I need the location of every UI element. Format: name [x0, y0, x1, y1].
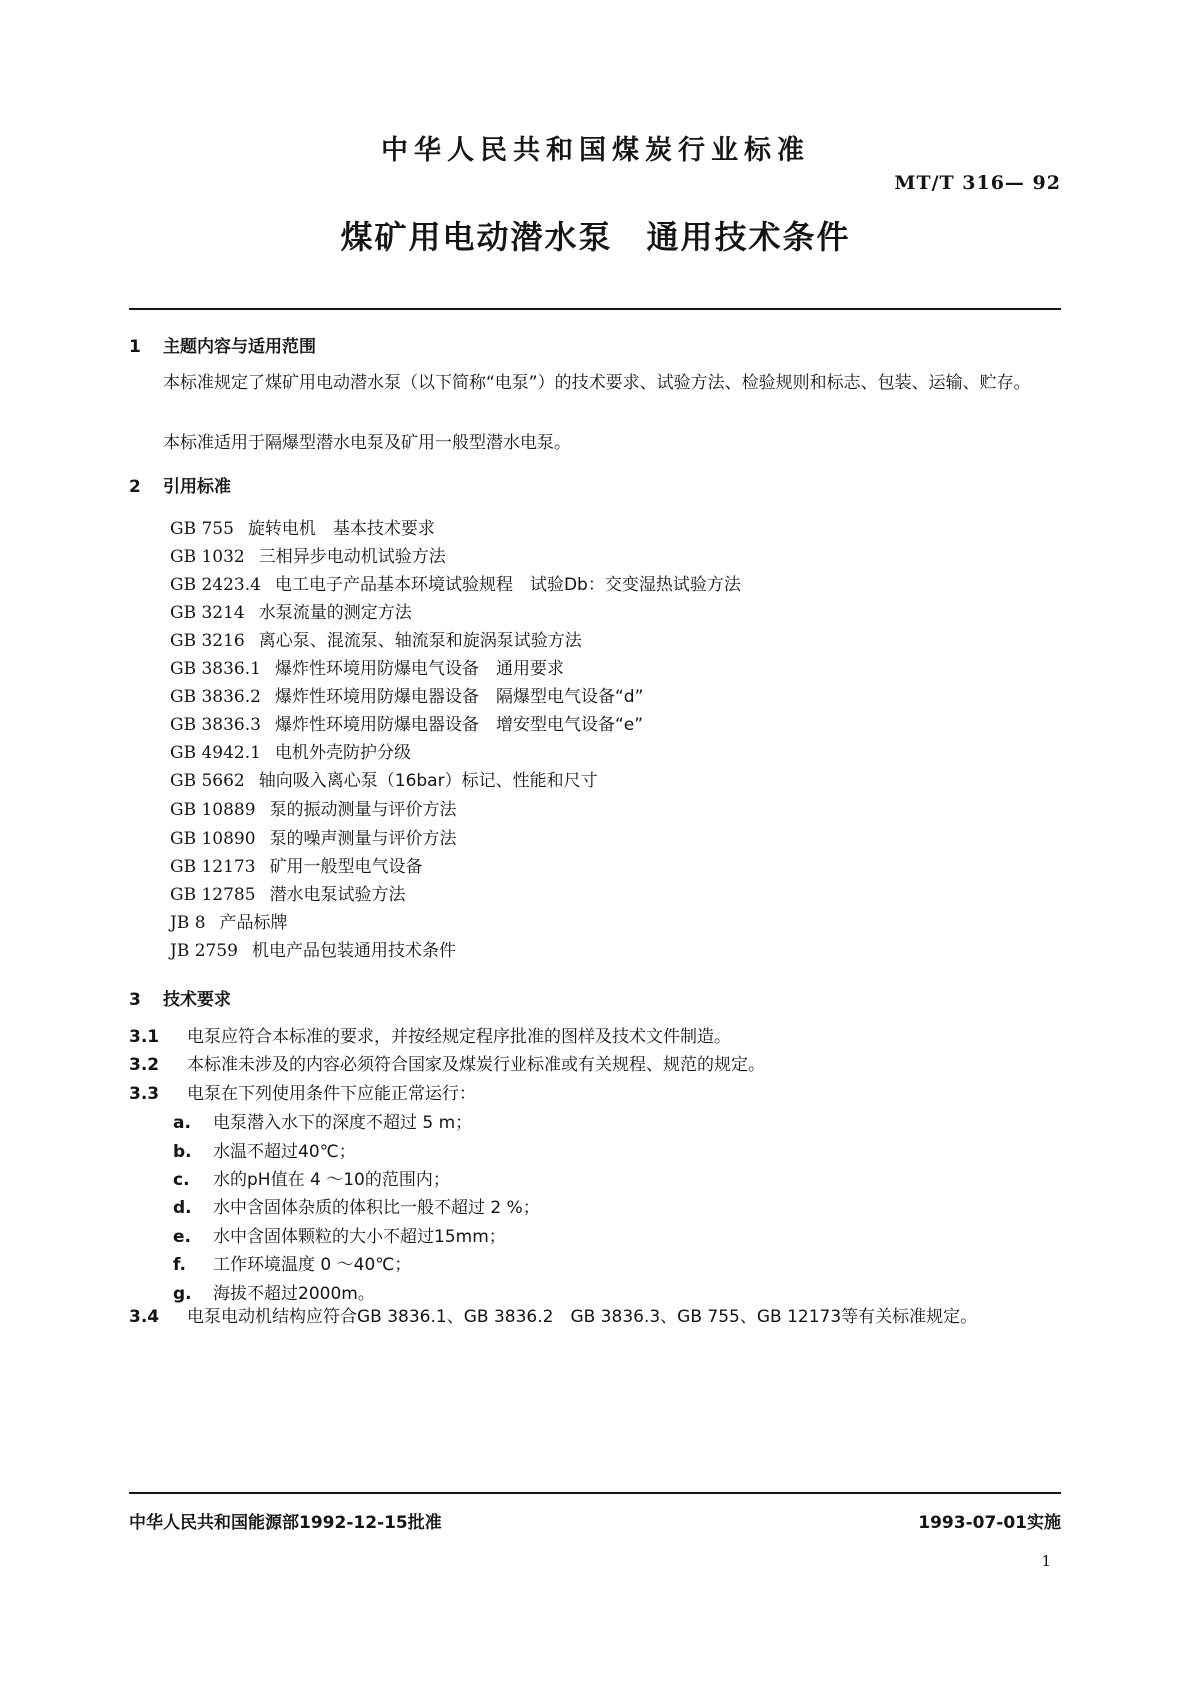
reference-title: 潜水电泵试验方法 [269, 885, 406, 905]
section-number: 2 [129, 477, 141, 497]
reference-item [170, 598, 412, 623]
reference-item [170, 795, 457, 820]
condition-letter: f. [173, 1255, 186, 1275]
reference-title: 三相异步电动机试验方法 [258, 547, 446, 567]
reference-title: 爆炸性环境用防爆电器设备 隔爆型电气设备“d” [274, 687, 644, 707]
reference-item [170, 880, 406, 905]
condition-item [173, 1250, 411, 1275]
clause-3-1 [129, 1022, 731, 1047]
standard-organization: 中华人民共和国煤炭行业标准 [381, 135, 810, 166]
reference-item [170, 738, 411, 763]
reference-code: GB 1032 [170, 547, 245, 567]
condition-text: 海拔不超过2000m。 [213, 1284, 375, 1304]
condition-item [173, 1165, 450, 1190]
clause-number: 3.3 [129, 1084, 160, 1104]
reference-item [170, 542, 446, 567]
condition-text: 水温不超过40℃； [213, 1142, 356, 1162]
footer-divider [129, 1492, 1061, 1494]
reference-item [170, 908, 288, 933]
section-number: 1 [129, 337, 141, 357]
condition-text: 水的pH值在 4 ～10的范围内； [213, 1170, 450, 1190]
reference-code: JB 8 [170, 913, 206, 933]
reference-title: 离心泵、混流泵、轴流泵和旋涡泵试验方法 [258, 631, 582, 651]
clause-3-3 [129, 1079, 476, 1104]
clause-text: 本标准未涉及的内容必须符合国家及煤炭行业标准或有关规程、规范的规定。 [187, 1055, 765, 1075]
clause-number: 3.1 [129, 1027, 160, 1047]
reference-title: 水泵流量的测定方法 [258, 603, 412, 623]
condition-item [173, 1137, 356, 1162]
condition-letter: g. [173, 1284, 192, 1304]
section-title: 引用标准 [163, 477, 231, 497]
section-3-heading [129, 985, 231, 1010]
section-title: 主题内容与适用范围 [163, 337, 316, 357]
reference-title: 机电产品包装通用技术条件 [251, 941, 456, 961]
reference-code: GB 10890 [170, 829, 256, 849]
approval-statement: 中华人民共和国能源部1992-12-15批准 [129, 1513, 442, 1533]
section-number: 3 [129, 990, 141, 1010]
reference-code: GB 12785 [170, 885, 256, 905]
reference-title: 轴向吸入离心泵（16bar）标记、性能和尺寸 [258, 771, 598, 791]
clause-text: 电泵在下列使用条件下应能正常运行： [187, 1084, 476, 1104]
reference-title: 爆炸性环境用防爆电气设备 通用要求 [274, 659, 564, 679]
reference-item [170, 514, 435, 539]
clause-number: 3.4 [129, 1307, 160, 1327]
document-title: 煤矿用电动潜水泵 通用技术条件 [340, 218, 851, 256]
condition-text: 水中含固体颗粒的大小不超过15mm； [213, 1227, 506, 1247]
clause-text: 电泵应符合本标准的要求，并按经规定程序批准的图样及技术文件制造。 [187, 1027, 731, 1047]
reference-item [170, 824, 457, 849]
condition-text: 工作环境温度 0 ～40℃； [213, 1255, 412, 1275]
reference-title: 矿用一般型电气设备 [269, 857, 423, 877]
reference-title: 爆炸性环境用防爆电器设备 增安型电气设备“e” [274, 715, 644, 735]
reference-item [170, 570, 741, 595]
condition-letter: e. [173, 1227, 191, 1247]
reference-title: 电机外壳防护分级 [274, 743, 411, 763]
reference-item [170, 710, 643, 735]
reference-code: JB 2759 [170, 941, 238, 961]
page-number: 1 [1041, 1552, 1051, 1570]
reference-code: GB 3214 [170, 603, 245, 623]
section-title: 技术要求 [163, 990, 231, 1010]
reference-item [170, 682, 643, 707]
reference-code: GB 3216 [170, 631, 245, 651]
condition-item [173, 1108, 472, 1133]
reference-title: 泵的噪声测量与评价方法 [269, 829, 457, 849]
reference-code: GB 755 [170, 519, 234, 539]
reference-code: GB 3836.2 [170, 687, 261, 707]
effective-date: 1993-07-01实施 [918, 1513, 1061, 1533]
reference-item [170, 936, 456, 961]
reference-title: 泵的振动测量与评价方法 [269, 800, 457, 820]
clause-number: 3.2 [129, 1055, 160, 1075]
reference-code: GB 2423.4 [170, 575, 261, 595]
reference-item [170, 852, 423, 877]
scope-paragraph-2: 本标准适用于隔爆型潜水电泵及矿用一般型潜水电泵。 [163, 433, 571, 453]
condition-item [173, 1279, 375, 1304]
reference-code: GB 10889 [170, 800, 256, 820]
reference-code: GB 12173 [170, 857, 256, 877]
reference-title: 电工电子产品基本环境试验规程 试验Db：交变湿热试验方法 [274, 575, 741, 595]
condition-text: 电泵潜入水下的深度不超过 5 m； [213, 1113, 473, 1133]
clause-3-2 [129, 1050, 765, 1075]
standard-code: MT/T 316— 92 [894, 172, 1061, 194]
reference-code: GB 3836.3 [170, 715, 261, 735]
condition-letter: a. [173, 1113, 191, 1133]
condition-letter: c. [173, 1170, 190, 1190]
condition-letter: d. [173, 1198, 192, 1218]
reference-item [170, 654, 564, 679]
reference-item [170, 766, 598, 791]
reference-code: GB 4942.1 [170, 743, 261, 763]
reference-item [170, 626, 582, 651]
clause-3-4 [129, 1302, 1061, 1332]
condition-item [173, 1222, 506, 1247]
clause-text: 电泵电动机结构应符合GB 3836.1、GB 3836.2 GB 3836.3、GB 755、GB 12173等有关标准规定。 [187, 1307, 978, 1327]
reference-title: 产品标牌 [219, 913, 288, 933]
condition-text: 水中含固体杂质的体积比一般不超过 2 %； [213, 1198, 540, 1218]
scope-paragraph-1: 本标准规定了煤矿用电动潜水泵（以下简称“电泵”）的技术要求、试验方法、检验规则和标志、包装、运输、贮存。 [163, 373, 1031, 393]
reference-title: 旋转电机 基本技术要求 [247, 519, 435, 539]
reference-code: GB 3836.1 [170, 659, 261, 679]
condition-item [173, 1193, 540, 1218]
section-2-heading [129, 472, 231, 497]
reference-code: GB 5662 [170, 771, 245, 791]
condition-letter: b. [173, 1142, 192, 1162]
section-1-heading [129, 332, 316, 357]
header-divider [129, 308, 1061, 310]
